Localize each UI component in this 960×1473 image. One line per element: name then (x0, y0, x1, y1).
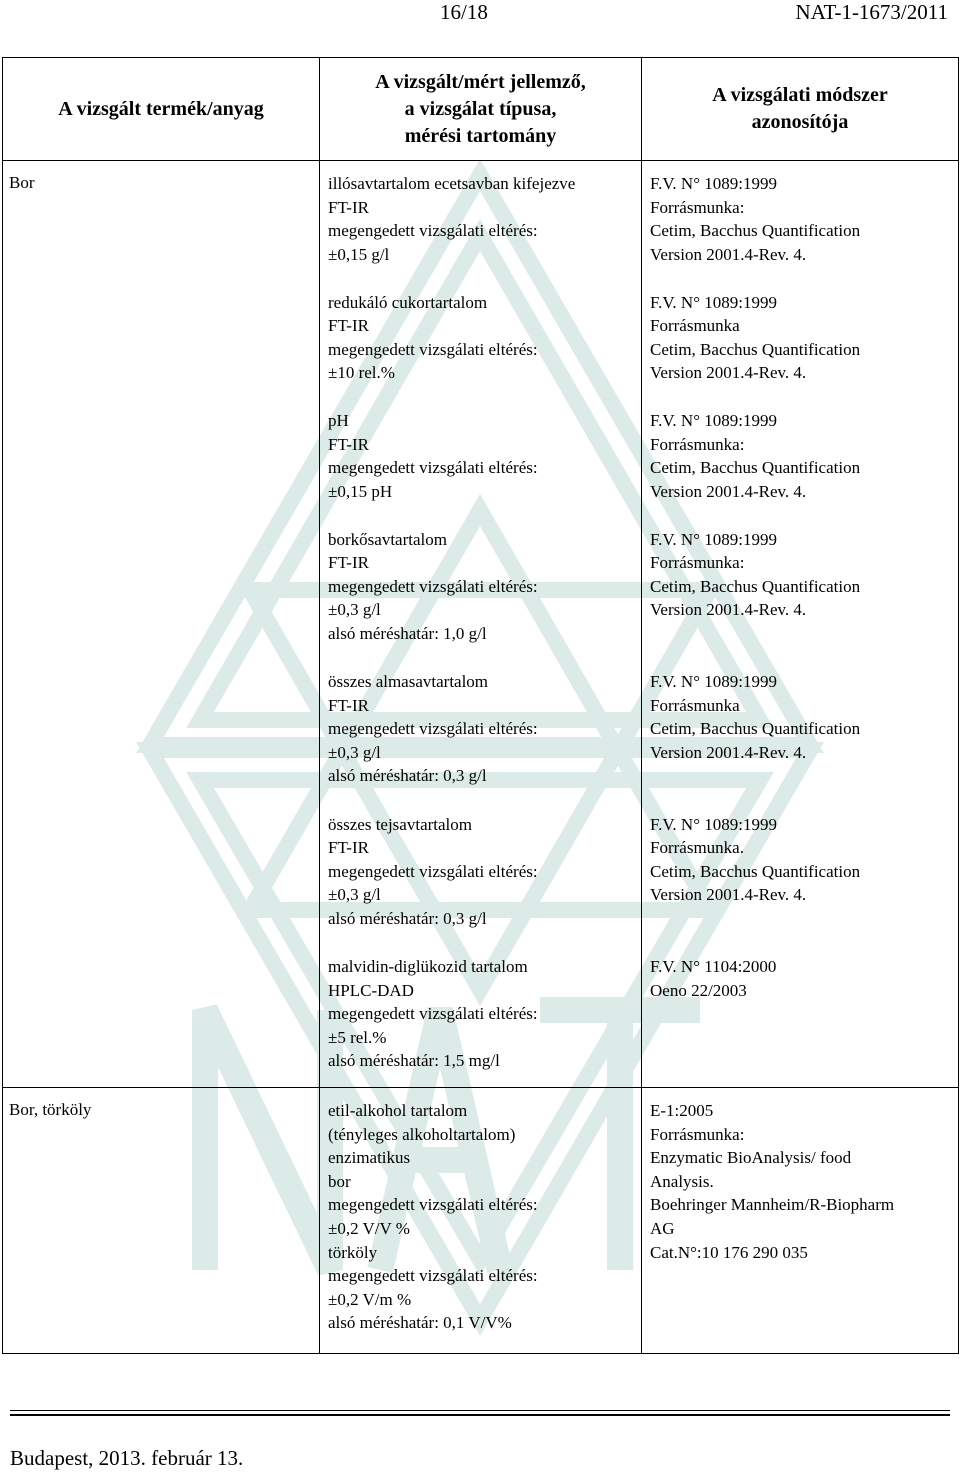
table-header-row (3, 58, 959, 161)
header-property: A vizsgált/mért jellemző, a vizsgálat típusa, mérési tartomány (320, 58, 642, 161)
method-entry: F.V. N° 1089:1999 Forrásmunka: Cetim, Bacchus Quantification Version 2001.4-Rev. 4. (650, 529, 861, 620)
page-header (0, 0, 960, 28)
header-method: A vizsgálati módszer azonosítója (642, 58, 959, 161)
property-entry: etil-alkohol tartalom (tényleges alkoholtartalom) enzimatikus bor megengedett vizsgálati eltérés: ±0,2 V/V % törköly megengedett vizsgálati eltérés: ±0,2 V/m % alsó méréshatár: 0,1 V/V% (328, 1101, 538, 1333)
table-row (3, 1088, 959, 1354)
methods-cell (642, 161, 959, 1088)
document-id: NAT-1-1673/2011 (795, 0, 948, 24)
page-number: 16/18 (440, 0, 488, 24)
methods-cell (642, 1088, 959, 1354)
method-entry: F.V. N° 1089:1999 Forrásmunka. Cetim, Bacchus Quantification Version 2001.4-Rev. 4. (650, 814, 861, 905)
product-cell: Bor, törköly (3, 1088, 320, 1354)
property-entry: redukáló cukortartalom FT-IR megengedett vizsgálati eltérés: ±10 rel.% (328, 292, 538, 383)
property-entry: borkősavtartalom FT-IR megengedett vizsgálati eltérés: ±0,3 g/l alsó méréshatár: 1,0 g/l (328, 529, 538, 643)
header-product: A vizsgált termék/anyag (3, 58, 320, 161)
product-cell: Bor (3, 161, 320, 1088)
method-entry: F.V. N° 1089:1999 Forrásmunka Cetim, Bacchus Quantification Version 2001.4-Rev. 4. (650, 672, 861, 762)
method-entry: F.V. N° 1089:1999 Forrásmunka: Cetim, Bacchus Quantification Version 2001.4-Rev. 4. (650, 411, 861, 501)
property-entry: illósavtartalom ecetsavban kifejezve FT-IR megengedett vizsgálati eltérés: ±0,15 g/l (328, 174, 576, 264)
footer-divider (10, 1410, 950, 1411)
method-entry: F.V. N° 1089:1999 Forrásmunka Cetim, Bacchus Quantification Version 2001.4-Rev. 4. (650, 292, 861, 383)
table-row (3, 161, 959, 1088)
property-entry: összes almasavtartalom FT-IR megengedett vizsgálati eltérés: ±0,3 g/l alsó méréshatár: 0,3 g/l (328, 672, 538, 786)
property-entry: pH FT-IR megengedett vizsgálati eltérés: ±0,15 pH (328, 411, 538, 501)
property-entry: malvidin-diglükozid tartalom HPLC-DAD megengedett vizsgálati eltérés: ±5 rel.% alsó méréshatár: 1,5 mg/l (328, 957, 538, 1071)
footer-divider (10, 1414, 950, 1416)
footer-date: Budapest, 2013. február 13. (10, 1446, 244, 1470)
properties-cell (320, 1088, 642, 1354)
accreditation-table (2, 57, 959, 1354)
method-entry: F.V. N° 1089:1999 Forrásmunka: Cetim, Bacchus Quantification Version 2001.4-Rev. 4. (650, 174, 861, 264)
properties-cell (320, 161, 642, 1088)
method-entry: E-1:2005 Forrásmunka: Enzymatic BioAnalysis/ food Analysis. Boehringer Mannheim/R-Biopharm AG Cat.N°:10 176 290 035 (650, 1101, 895, 1262)
property-entry: összes tejsavtartalom FT-IR megengedett vizsgálati eltérés: ±0,3 g/l alsó méréshatár: 0,3 g/l (328, 814, 538, 928)
method-entry: F.V. N° 1104:2000 Oeno 22/2003 (650, 957, 777, 1000)
